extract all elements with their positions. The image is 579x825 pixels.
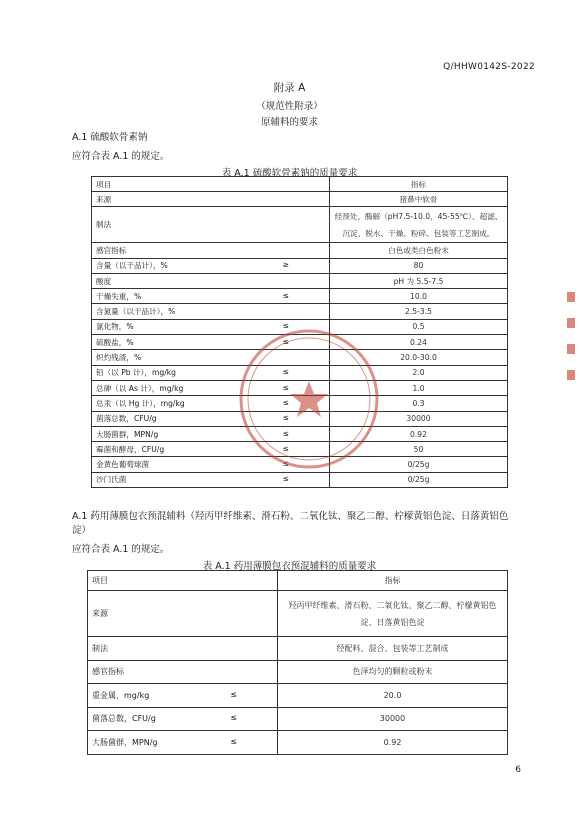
- table1-value-cell: 0/25g: [330, 457, 508, 472]
- table1-limit-symbol: ≤: [282, 474, 289, 484]
- table1-limit-symbol: ≤: [282, 428, 289, 438]
- section2-heading: A.1 药用薄膜包衣预混辅料（羟丙甲纤维素、滑石粉、二氧化钛、聚乙二醇、柠檬黄铝色淀、日落黄铝色淀）: [72, 511, 509, 536]
- table1-value-cell: 1.0: [330, 380, 508, 395]
- table2-header-row: [88, 571, 508, 591]
- table1-item-label: 制法: [96, 220, 112, 230]
- table1-item-label: 氯化物，%: [96, 322, 134, 332]
- table1-value-cell: 30000: [330, 411, 508, 426]
- table1-item-label: 总砷（以 As 计），mg/kg: [96, 383, 184, 393]
- document-code: Q/HHW0142S-2022: [443, 62, 535, 72]
- table1-value-cell: 白色或类白色粉末: [330, 243, 508, 258]
- table1-item-cell: [92, 304, 330, 319]
- table2: [87, 570, 508, 755]
- table1-value-cell: 猪鼻中软骨: [330, 192, 508, 207]
- table1-limit-symbol: ≤: [282, 443, 289, 453]
- table1-item-cell: [92, 258, 330, 273]
- table1-col-value: 指标: [330, 177, 508, 192]
- table1-row: [92, 304, 508, 319]
- appendix-title: 附录 A: [273, 82, 306, 94]
- table1-item-label: 金黄色葡萄球菌: [96, 460, 150, 470]
- table1-value-cell: 经预处、酶解（pH7.5-10.0，45-55℃）、超滤、沉淀、脱水、干燥、粉碎、包装等工艺制成。: [330, 207, 508, 243]
- table1-item-cell: [92, 192, 330, 207]
- star-icon: [290, 381, 328, 417]
- table1-limit-symbol: ≤: [282, 321, 289, 331]
- table1-item-cell: [92, 243, 330, 258]
- table1-item-cell: [92, 207, 330, 243]
- table2-row: [88, 591, 508, 637]
- table1-limit-symbol: ≤: [282, 413, 289, 423]
- table2-item-cell: [88, 591, 278, 637]
- table1-value-cell: 0.24: [330, 335, 508, 350]
- table2-row: [88, 637, 508, 661]
- table1-row: [92, 243, 508, 258]
- table1-limit-symbol: ≤: [282, 382, 289, 392]
- table1-item-label: 霉菌和酵母，CFU/g: [96, 444, 165, 454]
- table1-value-cell: 80: [330, 258, 508, 273]
- table2-item-cell: [88, 637, 278, 661]
- table1-item-cell: [92, 273, 330, 288]
- table1-item-cell: [92, 289, 330, 304]
- table1-item-label: 硫酸盐，%: [96, 337, 134, 347]
- section1-intro: 应符合表 A.1 的规定。: [72, 151, 170, 162]
- table1-item-label: 大肠菌群，MPN/g: [96, 429, 159, 439]
- table1-limit-symbol: ≤: [282, 290, 289, 300]
- table2-col-item: 项目: [88, 571, 278, 591]
- table1-item-label: 铅（以 Pb 计），mg/kg: [96, 368, 176, 378]
- table1-value-cell: 2.5-3.5: [330, 304, 508, 319]
- table1-value-cell: 10.0: [330, 289, 508, 304]
- table1-item-label: 含量（以干品计），%: [96, 261, 168, 271]
- table2-item-cell: [88, 684, 278, 708]
- table1-value-cell: 2.0: [330, 365, 508, 380]
- section1-heading: A.1 硫酸软骨素钠: [72, 132, 148, 143]
- table1-value-cell: 50: [330, 442, 508, 457]
- table1-item-label: 炽灼残渣，%: [96, 353, 142, 363]
- table1-row: [92, 273, 508, 288]
- table1-limit-symbol: ≤: [282, 367, 289, 377]
- table2-value-cell: 20.0: [278, 684, 508, 708]
- table2-item-label: 大肠菌群，MPN/g: [92, 737, 158, 747]
- table2-value-cell: 经配料、混合、包装等工艺制成: [278, 637, 508, 661]
- table2-item-label: 感官指标: [92, 667, 124, 677]
- table1-item-label: 来源: [96, 194, 112, 204]
- table2-row: [88, 660, 508, 684]
- table1-row: [92, 472, 508, 487]
- table1-value-cell: 0.92: [330, 426, 508, 441]
- table1-limit-symbol: ≤: [282, 397, 289, 407]
- table2-col-value: 指标: [278, 571, 508, 591]
- table2-limit-symbol: ≤: [230, 736, 237, 746]
- table2-limit-symbol: ≤: [230, 689, 237, 699]
- table1-value-cell: 0/25g: [330, 472, 508, 487]
- table1-value-cell: pH 为 5.5-7.5: [330, 273, 508, 288]
- table2-item-cell: [88, 660, 278, 684]
- table1-row: [92, 207, 508, 243]
- table1-item-label: 菌落总数，CFU/g: [96, 414, 157, 424]
- table2-caption: 表 A.1 药用薄膜包衣预混辅料的质量要求: [202, 561, 377, 572]
- appendix-subtitle: （规范性附录）: [256, 101, 323, 112]
- table2-value-cell: 30000: [278, 707, 508, 731]
- table1-limit-symbol: ≤: [282, 336, 289, 346]
- table2-value-cell: 羟丙甲纤维素、滑石粉、二氧化钛、聚乙二醇、柠檬黄铝色淀、日落黄铝色淀: [278, 591, 508, 637]
- table1-item-label: 酸度: [96, 276, 112, 286]
- table2-item-cell: [88, 731, 278, 755]
- page-number: 6: [515, 765, 521, 775]
- table1-row: [92, 289, 508, 304]
- table1-value-cell: 0.3: [330, 396, 508, 411]
- section2-intro: 应符合表 A.1 的规定。: [72, 544, 170, 555]
- appendix-heading: 原辅料的要求: [260, 117, 318, 128]
- table1-item-label: 总汞（以 Hg 计），mg/kg: [96, 398, 185, 408]
- table2-value-cell: 色泽均匀的颗粒或粉末: [278, 660, 508, 684]
- table1-header-row: [92, 177, 508, 192]
- table1-item-label: 沙门氏菌: [96, 475, 127, 485]
- table1-col-item: 项目: [92, 177, 330, 192]
- table2-limit-symbol: ≤: [230, 713, 237, 723]
- table1-row: [92, 192, 508, 207]
- table1-item-label: 干燥失重，%: [96, 291, 142, 301]
- table1-row: [92, 258, 508, 273]
- table2-item-cell: [88, 707, 278, 731]
- table1-value-cell: 20.0-30.0: [330, 350, 508, 365]
- table1-item-cell: [92, 472, 330, 487]
- table1-limit-symbol: ≤: [282, 459, 289, 469]
- table2-item-label: 重金属，mg/kg: [92, 690, 150, 700]
- table1-value-cell: 0.5: [330, 319, 508, 334]
- table2-row: [88, 731, 508, 755]
- table1-limit-symbol: ≥: [282, 260, 289, 270]
- table2-item-label: 制法: [92, 643, 108, 653]
- table2-item-label: 菌落总数，CFU/g: [92, 714, 156, 724]
- table1-item-label: 感官指标: [96, 245, 127, 255]
- table2-value-cell: 0.92: [278, 731, 508, 755]
- table2-row: [88, 684, 508, 708]
- table2-row: [88, 707, 508, 731]
- table2-item-label: 来源: [92, 609, 108, 618]
- table1-caption: 表 A.1 硫酸软骨素钠的质量要求: [221, 168, 358, 179]
- seal-edge-mark: [565, 288, 577, 388]
- company-seal: [236, 326, 382, 472]
- table1-item-label: 含氮量（以干品计），%: [96, 307, 176, 317]
